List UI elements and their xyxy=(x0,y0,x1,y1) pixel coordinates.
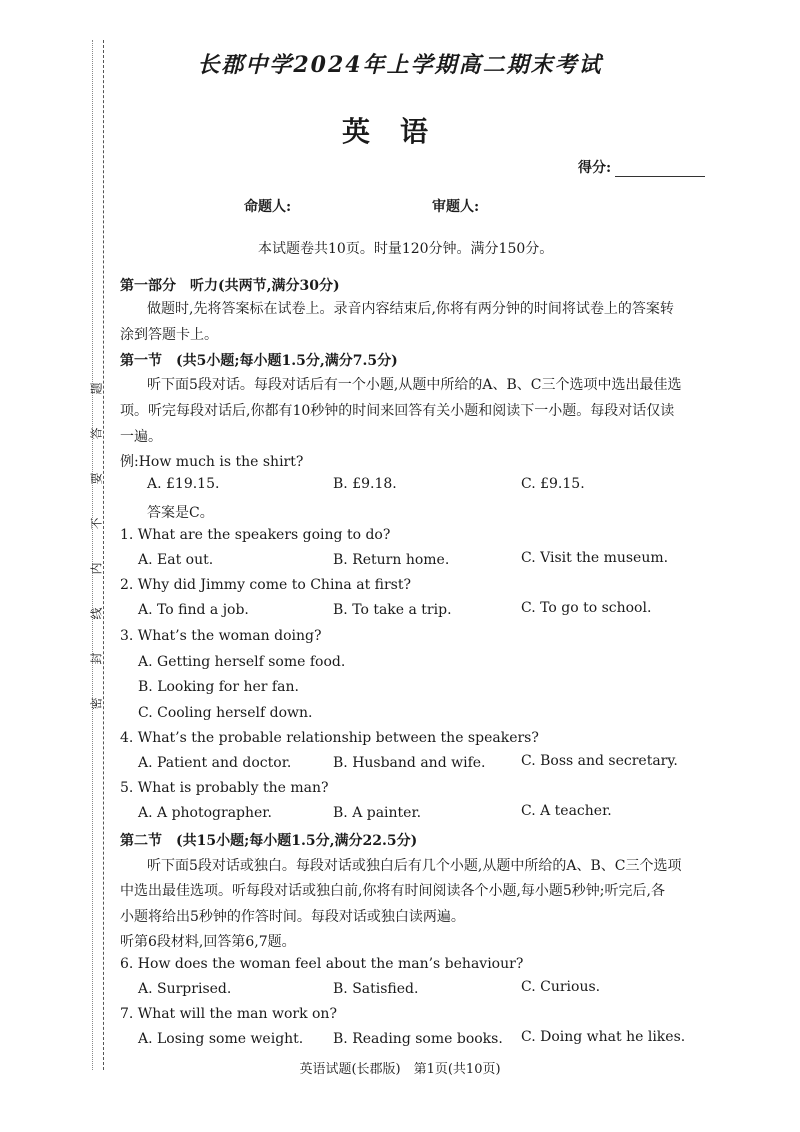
seal-char: 密 xyxy=(89,697,104,710)
seal-char: 线 xyxy=(89,607,104,620)
question-1: 1. What are the speakers going to do? xyxy=(120,527,391,543)
seal-char: 题 xyxy=(89,382,104,395)
q2-option-b: B. To take a trip. xyxy=(333,602,452,618)
q2-option-c: C. To go to school. xyxy=(521,600,652,616)
q7-option-a: A. Losing some weight. xyxy=(138,1031,304,1047)
seal-char: 封 xyxy=(89,652,104,665)
part1-instruction-line2: 涂到答题卡上。 xyxy=(120,327,218,343)
q4-option-b: B. Husband and wife. xyxy=(333,755,486,771)
section2-instruction-line1: 听下面5段对话或独白。每段对话或独白后有几个小题,从题中所给的A、B、C三个选项 xyxy=(147,858,682,874)
example-question: 例:How much is the shirt? xyxy=(120,454,304,470)
section1-instruction-line3: 一遍。 xyxy=(120,429,162,445)
q5-option-b: B. A painter. xyxy=(333,805,422,821)
section1-instruction-line2: 项。听完每段对话后,你都有10秒钟的时间来回答有关小题和阅读下一小题。每段对话仅读 xyxy=(120,403,675,419)
subject-title: 英语 xyxy=(341,115,458,148)
section1-heading: 第一节 (共5小题;每小题1.5分,满分7.5分) xyxy=(120,353,398,369)
material-note: 听第6段材料,回答第6,7题。 xyxy=(120,934,296,950)
section1-instruction-line1: 听下面5段对话。每段对话后有一个小题,从题中所给的A、B、C三个选项中选出最佳选 xyxy=(147,377,682,393)
seal-line-notice xyxy=(85,380,107,712)
seal-char: 要 xyxy=(89,472,104,485)
q7-option-c: C. Doing what he likes. xyxy=(521,1029,686,1045)
example-answer: 答案是C。 xyxy=(147,505,214,521)
exam-title: 长郡中学2024年上学期高二期末考试 xyxy=(197,52,603,78)
q4-option-a: A. Patient and doctor. xyxy=(138,755,292,771)
reviewer-label: 审题人: xyxy=(432,199,480,215)
q3-option-c: C. Cooling herself down. xyxy=(138,705,313,721)
q7-option-b: B. Reading some books. xyxy=(333,1031,503,1047)
score-label: 得分: xyxy=(578,160,612,176)
example-option-a: A. £19.15. xyxy=(147,476,220,492)
exam-intro: 本试题卷共10页。时量120分钟。满分150分。 xyxy=(258,241,554,257)
part1-heading: 第一部分 听力(共两节,满分30分) xyxy=(120,278,340,294)
section2-heading: 第二节 (共15小题;每小题1.5分,满分22.5分) xyxy=(120,833,418,849)
section2-instruction-line2: 中选出最佳选项。听每段对话或独白前,你将有时间阅读各个小题,每小题5秒钟;听完后,各 xyxy=(120,883,665,899)
example-option-b: B. £9.18. xyxy=(333,476,397,492)
question-4: 4. What’s the probable relationship between the speakers? xyxy=(120,730,539,746)
page-footer: 英语试题(长郡版) 第1页(共10页) xyxy=(299,1062,501,1077)
q1-option-c: C. Visit the museum. xyxy=(521,550,669,566)
section2-instruction-line3: 小题将给出5秒钟的作答时间。每段对话或独白读两遍。 xyxy=(120,909,465,925)
q1-option-a: A. Eat out. xyxy=(138,552,214,568)
q2-option-a: A. To find a job. xyxy=(138,602,249,618)
q3-option-a: A. Getting herself some food. xyxy=(138,654,346,670)
part1-instruction-line1: 做题时,先将答案标在试卷上。录音内容结束后,你将有两分钟的时间将试卷上的答案转 xyxy=(147,301,674,317)
score-blank xyxy=(615,164,705,177)
example-option-c: C. £9.15. xyxy=(521,476,585,492)
question-2: 2. Why did Jimmy come to China at first? xyxy=(120,577,411,593)
question-7: 7. What will the man work on? xyxy=(120,1006,337,1022)
seal-char: 内 xyxy=(89,562,104,575)
q3-option-b: B. Looking for her fan. xyxy=(138,679,299,695)
q6-option-b: B. Satisfied. xyxy=(333,981,419,997)
q5-option-a: A. A photographer. xyxy=(138,805,272,821)
setter-label: 命题人: xyxy=(244,199,292,215)
seal-char: 不 xyxy=(89,517,104,530)
question-5: 5. What is probably the man? xyxy=(120,780,329,796)
question-6: 6. How does the woman feel about the man’s behaviour? xyxy=(120,956,524,972)
q4-option-c: C. Boss and secretary. xyxy=(521,753,678,769)
q5-option-c: C. A teacher. xyxy=(521,803,612,819)
seal-char: 答 xyxy=(89,427,104,440)
q1-option-b: B. Return home. xyxy=(333,552,450,568)
score-field xyxy=(578,157,705,177)
question-3: 3. What’s the woman doing? xyxy=(120,628,322,644)
q6-option-a: A. Surprised. xyxy=(138,981,232,997)
q6-option-c: C. Curious. xyxy=(521,979,601,995)
